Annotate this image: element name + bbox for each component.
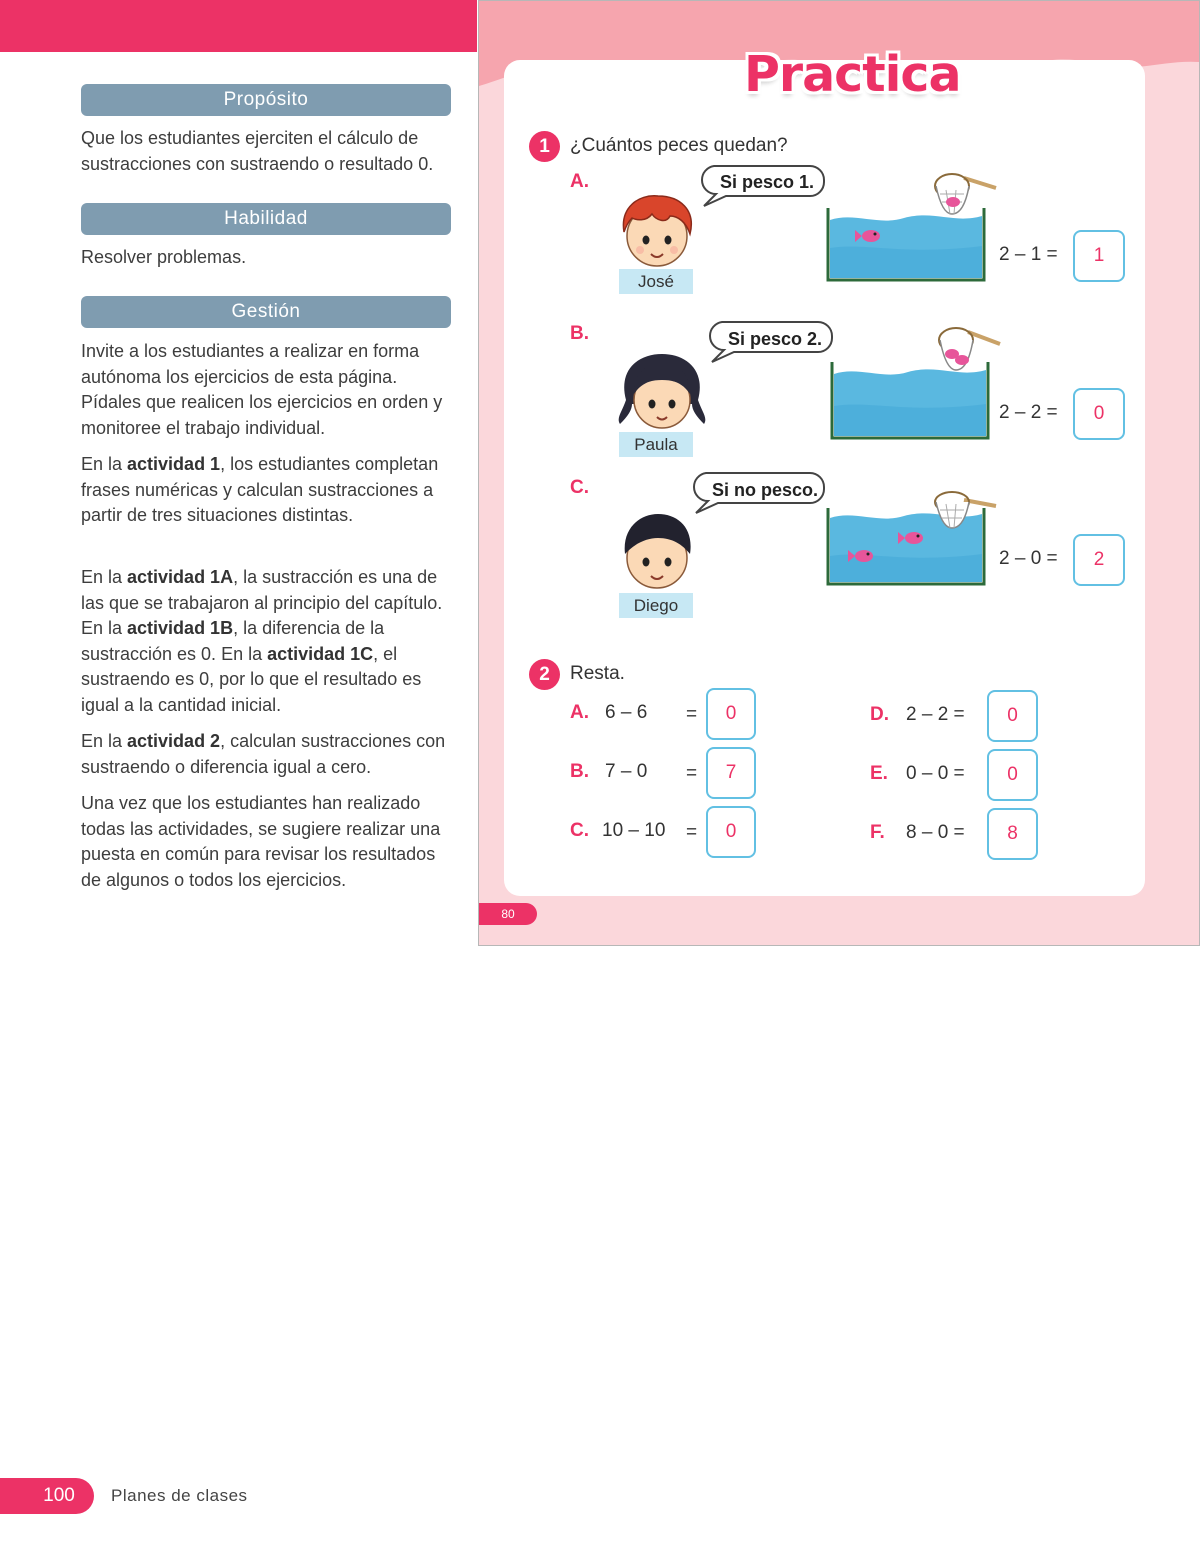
expression-2e: 0 – 0 = xyxy=(906,763,965,784)
answer-box-2e[interactable]: 0 xyxy=(987,749,1038,801)
activity-1b-letter: B. xyxy=(570,323,589,344)
activity-2-number: 2 xyxy=(529,659,560,690)
proposito-header: Propósito xyxy=(81,84,451,116)
gestion-text: , calculan sustracciones con sustraendo o diferencia igual a cero. xyxy=(81,731,446,777)
answer-box-2b[interactable]: 7 xyxy=(706,747,756,799)
activity-1-instruction: ¿Cuántos peces quedan? xyxy=(570,135,788,156)
speech-text: Si pesco 2. xyxy=(728,329,823,349)
boy-face-icon xyxy=(612,190,702,275)
footer-page-number: 100 xyxy=(43,1485,75,1506)
book-page-number: 80 xyxy=(479,903,537,925)
practica-title: Practica xyxy=(744,46,961,103)
answer-box-1b[interactable]: 0 xyxy=(1073,388,1125,440)
answer-box-2c[interactable]: 0 xyxy=(706,806,756,858)
fish-tank xyxy=(824,486,1004,590)
answer-box-1a[interactable]: 1 xyxy=(1073,230,1125,282)
gestion-text: Una vez que los estudiantes han realizado todas las actividades, se sugiere realizar una puesta en común para revisar los resultados de algunos o todos los ejercicios. xyxy=(81,793,441,890)
speech-text: Si no pesco. xyxy=(712,480,819,500)
proposito-text: Que los estudiantes ejerciten el cálculo de sustracciones con sustraendo o resultado 0. xyxy=(81,128,434,174)
answer-box-2f[interactable]: 8 xyxy=(987,808,1038,860)
activity-2b-letter: B. xyxy=(570,761,589,782)
answer-box-2d[interactable]: 0 xyxy=(987,690,1038,742)
activity-2f-letter: F. xyxy=(870,822,885,843)
gestion-text: Invite a los estudiantes a realizar en forma autónoma los ejercicios de esta página. Pídales que realicen los ejercicios en orden y monitoree el trabajo individual. xyxy=(81,341,443,438)
activity-1c-letter: C. xyxy=(570,477,589,498)
gestion-text: , la sustracción es una de las que se trabajaron al principio del capítulo. En la xyxy=(81,567,443,638)
habilidad-header: Habilidad xyxy=(81,203,451,235)
expression-2a: 6 – 6 xyxy=(605,702,648,723)
name-tag-paula: Paula xyxy=(619,432,693,457)
name-tag-jose: José xyxy=(619,269,693,294)
gestion-bold: actividad 1 xyxy=(127,454,221,474)
gestion-header: Gestión xyxy=(81,296,451,328)
gestion-paragraph-1 xyxy=(81,339,456,441)
fishing-net-icon xyxy=(939,328,1000,370)
speech-text: Si pesco 1. xyxy=(720,172,815,192)
gestion-paragraph-2 xyxy=(81,452,456,529)
gestion-text: , el sustraendo es 0, por lo que el resultado es igual a la cantidad inicial. xyxy=(81,643,422,715)
name-tag-diego: Diego xyxy=(619,593,693,618)
top-accent-bar xyxy=(0,0,477,52)
fish-tank xyxy=(824,168,1004,284)
gestion-text: En la xyxy=(81,454,128,474)
equation-1c: 2 – 0 = xyxy=(999,548,1058,569)
equation-1a: 2 – 1 = xyxy=(999,244,1058,265)
gestion-text: En la xyxy=(81,567,128,587)
footer-label: Planes de clases xyxy=(111,1486,248,1505)
fish-tank xyxy=(828,322,1008,444)
equals-2c: = xyxy=(686,822,698,843)
activity-1-number: 1 xyxy=(529,131,560,162)
habilidad-text: Resolver problemas. xyxy=(81,247,247,267)
activity-1a-letter: A. xyxy=(570,171,589,192)
gestion-text: , los estudiantes completan frases numéricas y calculan sustracciones a partir de tres situaciones distintas. xyxy=(81,454,439,525)
fishing-net-icon xyxy=(935,174,996,214)
gestion-bold: actividad 2 xyxy=(127,731,221,751)
gestion-paragraph-4 xyxy=(81,729,456,780)
gestion-bold: actividad 1A xyxy=(127,567,234,587)
girl-face-icon xyxy=(612,350,712,435)
gestion-paragraph-5 xyxy=(81,791,456,893)
equation-1b: 2 – 2 = xyxy=(999,402,1058,423)
expression-2f: 8 – 0 = xyxy=(906,822,965,843)
activity-2d-letter: D. xyxy=(870,704,889,725)
expression-2c: 10 – 10 xyxy=(602,820,666,841)
gestion-bold: actividad 1B xyxy=(127,618,234,638)
boy-face-icon xyxy=(612,510,702,595)
answer-box-1c[interactable]: 2 xyxy=(1073,534,1125,586)
answer-box-2a[interactable]: 0 xyxy=(706,688,756,740)
activity-2e-letter: E. xyxy=(870,763,888,784)
gestion-paragraph-3 xyxy=(81,565,456,718)
equals-2b: = xyxy=(686,763,698,784)
gestion-text: En la xyxy=(81,731,128,751)
gestion-bold: actividad 1C xyxy=(267,643,374,664)
activity-2a-letter: A. xyxy=(570,702,589,723)
activity-2-instruction: Resta. xyxy=(570,663,625,684)
gestion-text: , la diferencia de la sustracción es 0. En la xyxy=(81,618,385,664)
expression-2d: 2 – 2 = xyxy=(906,704,965,725)
expression-2b: 7 – 0 xyxy=(605,761,648,782)
equals-2a: = xyxy=(686,704,698,725)
activity-2c-letter: C. xyxy=(570,820,589,841)
